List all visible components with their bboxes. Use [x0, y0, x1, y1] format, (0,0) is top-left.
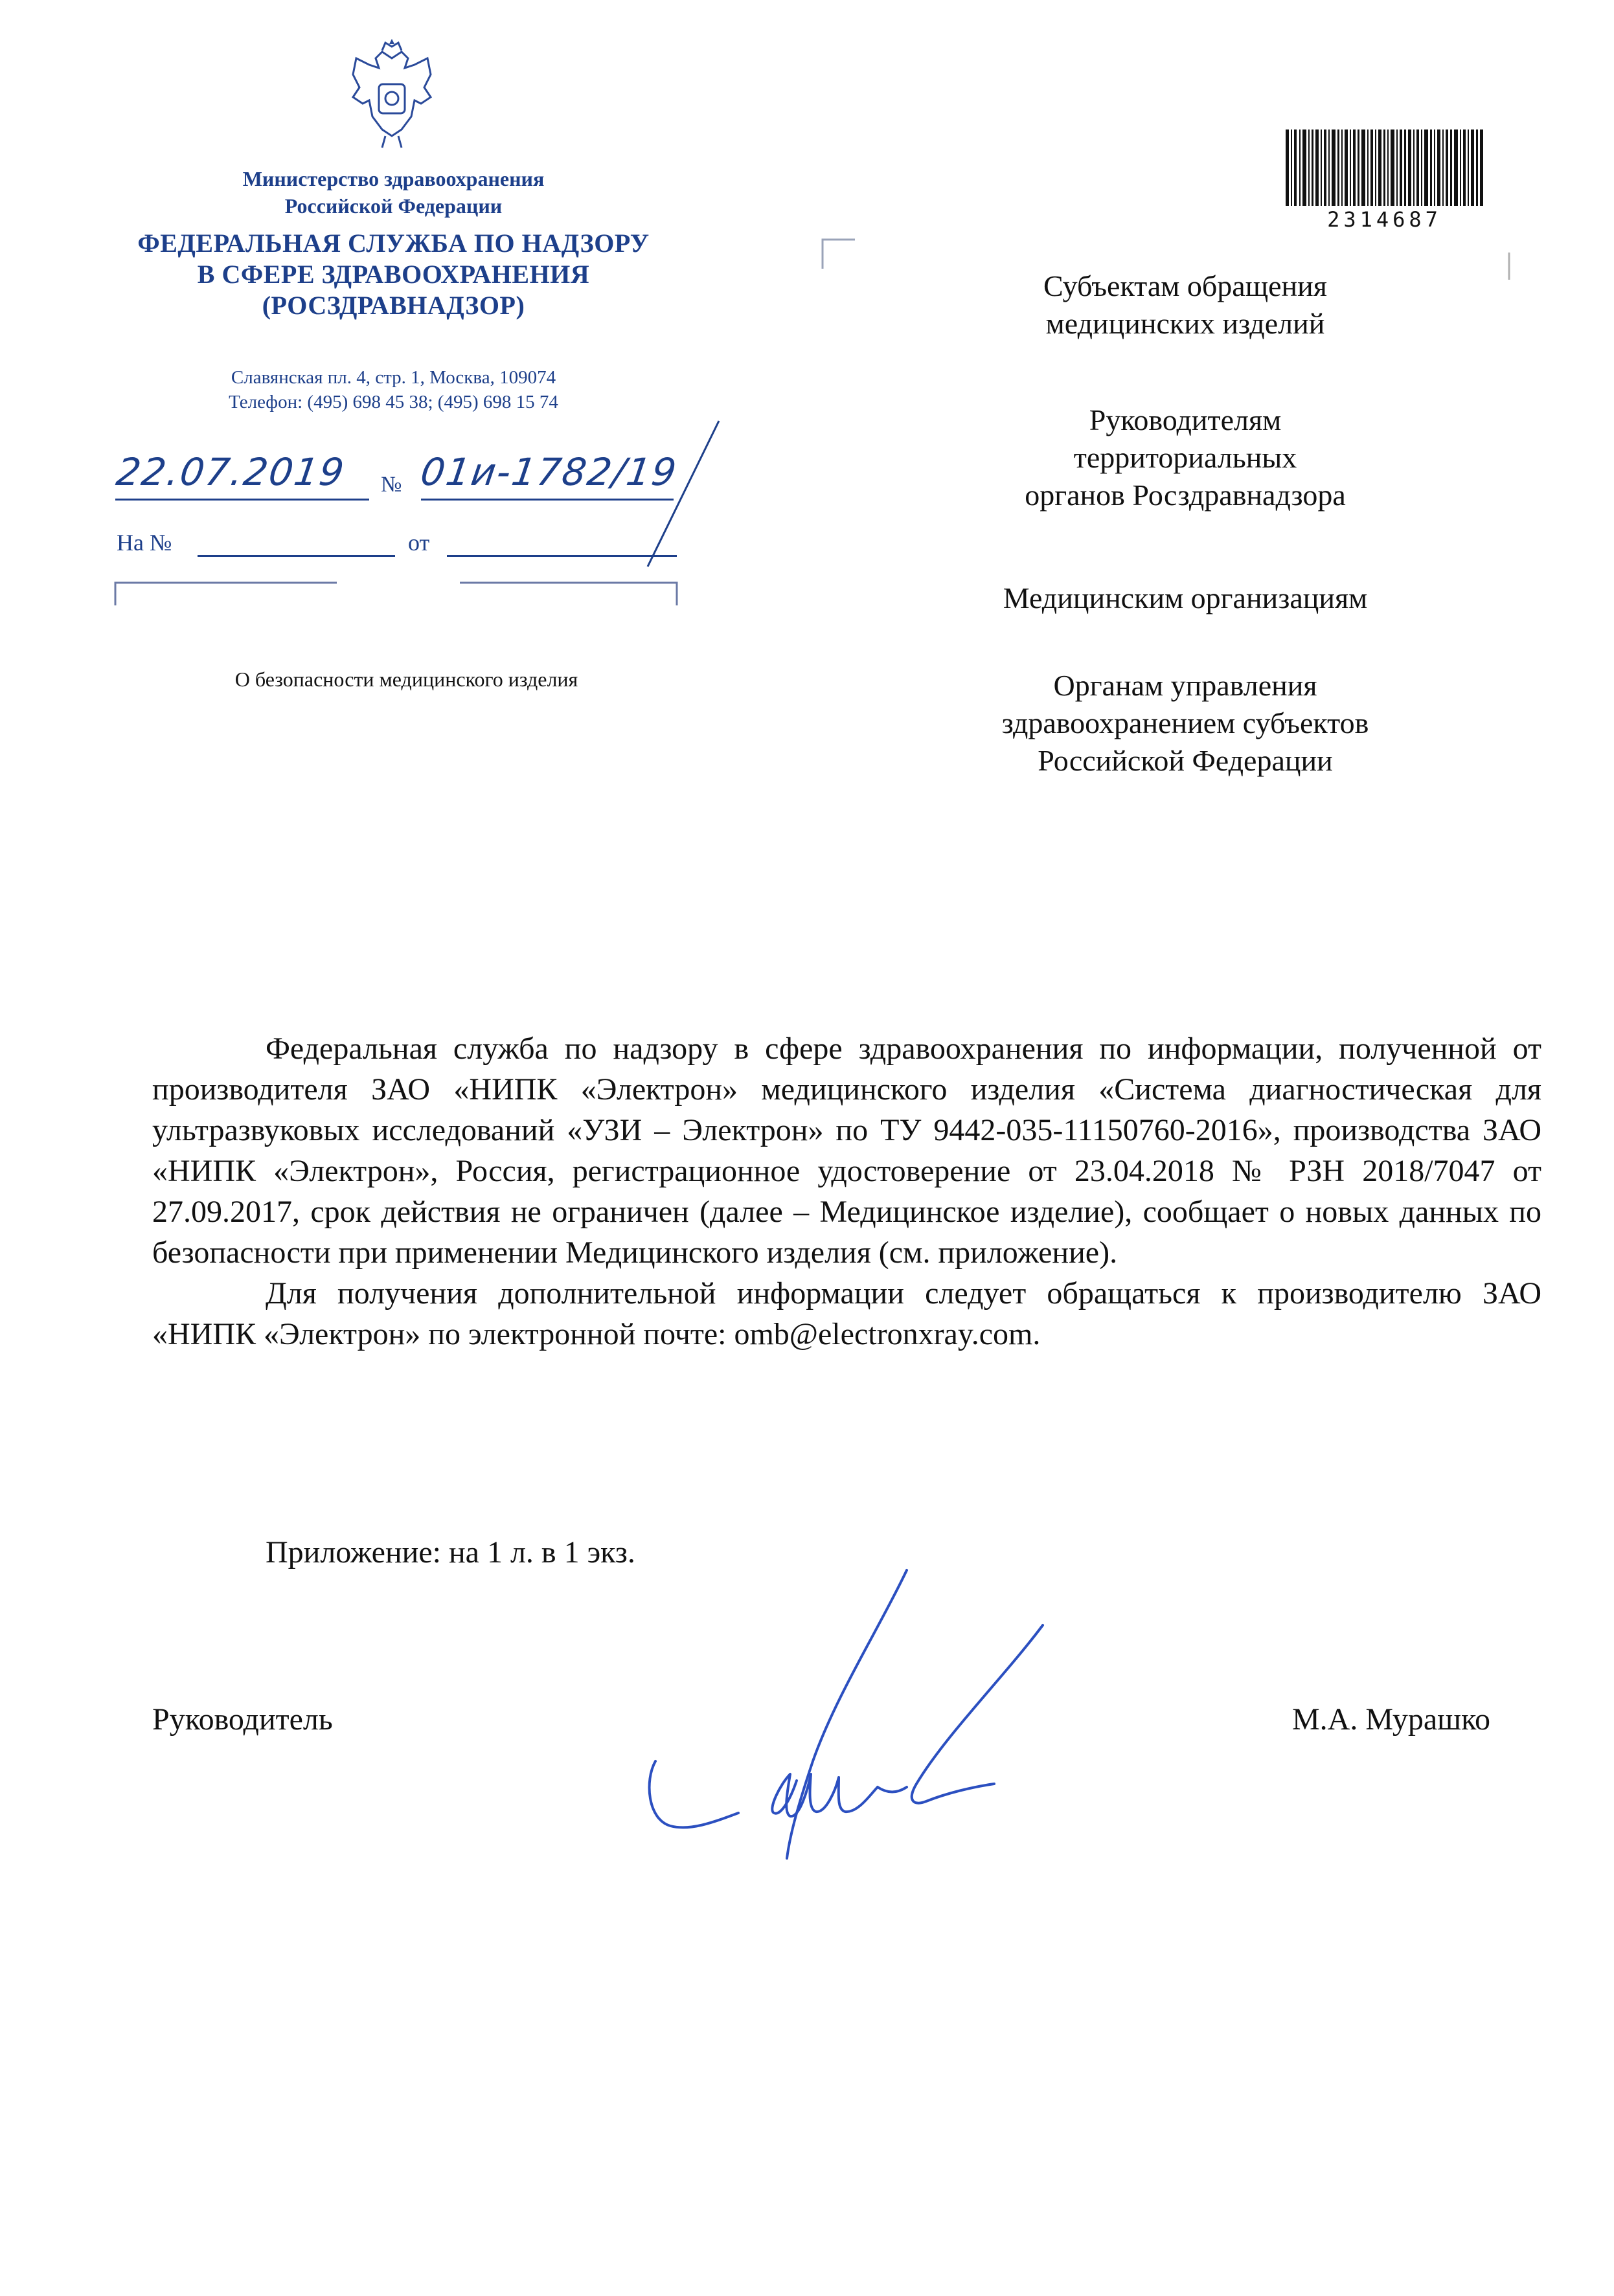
addressee-1: [907, 267, 1464, 343]
registration-number: 01и-1782/19: [418, 450, 681, 494]
addressee-1-line-1: Субъектам обращения: [1043, 269, 1327, 302]
ministry-line-2: Российской Федерации: [284, 194, 503, 218]
body-paragraph-2: Для получения дополнительной информации следует обращаться к производителю ЗАО «НИПК «Электрон» по электронной почте: omb@electronxray.com.: [152, 1276, 1541, 1351]
barcode-number: 2314687: [1327, 207, 1442, 232]
coat-of-arms-icon: [343, 39, 440, 150]
addressee-4-line-3: Российской Федерации: [1038, 744, 1333, 777]
reference-date-label: от: [408, 530, 430, 556]
service-line-3: (РОСЗДРАВНАДЗОР): [262, 291, 525, 320]
address-line-2: Телефон: (495) 698 45 38; (495) 698 15 74: [229, 392, 558, 412]
reference-date-field: [447, 555, 677, 557]
handwritten-signature: [641, 1567, 1056, 1871]
addressee-2: [907, 401, 1464, 514]
barcode: [1286, 129, 1483, 206]
reference-number-label: На №: [117, 530, 172, 556]
addressee-1-line-2: медицинских изделий: [1045, 307, 1325, 340]
document-subject: О безопасности медицинского изделия: [234, 668, 578, 691]
addressee-4: [907, 667, 1464, 780]
addressee-corner-left: [823, 240, 855, 269]
ministry-line-1: Министерство здравоохранения: [242, 167, 545, 190]
appendix-note: Приложение: на 1 л. в 1 экз.: [266, 1535, 635, 1570]
registration-date: 22.07.2019: [113, 450, 348, 494]
service-line-1: ФЕДЕРАЛЬНАЯ СЛУЖБА ПО НАДЗОРУ: [137, 229, 650, 258]
reference-number-field: [198, 555, 395, 557]
addressee-2-line-2: территориальных: [1073, 441, 1297, 474]
addressee-3: [907, 580, 1464, 617]
number-underline: [421, 499, 674, 501]
addressee-2-line-3: органов Росздравнадзора: [1025, 478, 1346, 512]
ministry-name: [123, 165, 664, 219]
addressee-3-line-1: Медицинским организациям: [1003, 581, 1368, 614]
addressee-2-line-1: Руководителям: [1089, 403, 1282, 436]
addressee-4-line-1: Органам управления: [1053, 669, 1317, 702]
service-name: [110, 228, 677, 321]
registration-number-label: №: [381, 473, 402, 497]
body-paragraph-1: Федеральная служба по надзору в сфере здравоохранения по информации, полученной от производителя ЗАО «НИПК «Электрон» медицинского изделия «Система диагностическая для ультразвуковых исследований «УЗИ – Электрон» по ТУ 9442-035-11150760-2016», производства ЗАО «НИПК «Электрон», Россия, регистрационное удостоверение от 23.04.2018 № РЗН 2018/7047 от 27.09.2017, срок действия не ограничен (далее – Медицинское изделие), сообщает о новых данных по безопасности при применении Медицинского изделия (см. приложение).: [152, 1031, 1541, 1270]
date-underline: [115, 499, 369, 501]
subject-corner-right: [460, 583, 677, 605]
address-line-1: Славянская пл. 4, стр. 1, Москва, 109074: [231, 367, 556, 388]
addressee-4-line-2: здравоохранением субъектов: [1001, 706, 1369, 739]
subject-corner-left: [115, 583, 337, 605]
service-address: [123, 365, 664, 414]
service-line-2: В СФЕРЕ ЗДРАВООХРАНЕНИЯ: [197, 260, 590, 289]
signatory-name: М.А. Мурашко: [1292, 1702, 1490, 1737]
letter-body: [152, 1028, 1541, 1355]
signatory-position: Руководитель: [152, 1702, 333, 1737]
